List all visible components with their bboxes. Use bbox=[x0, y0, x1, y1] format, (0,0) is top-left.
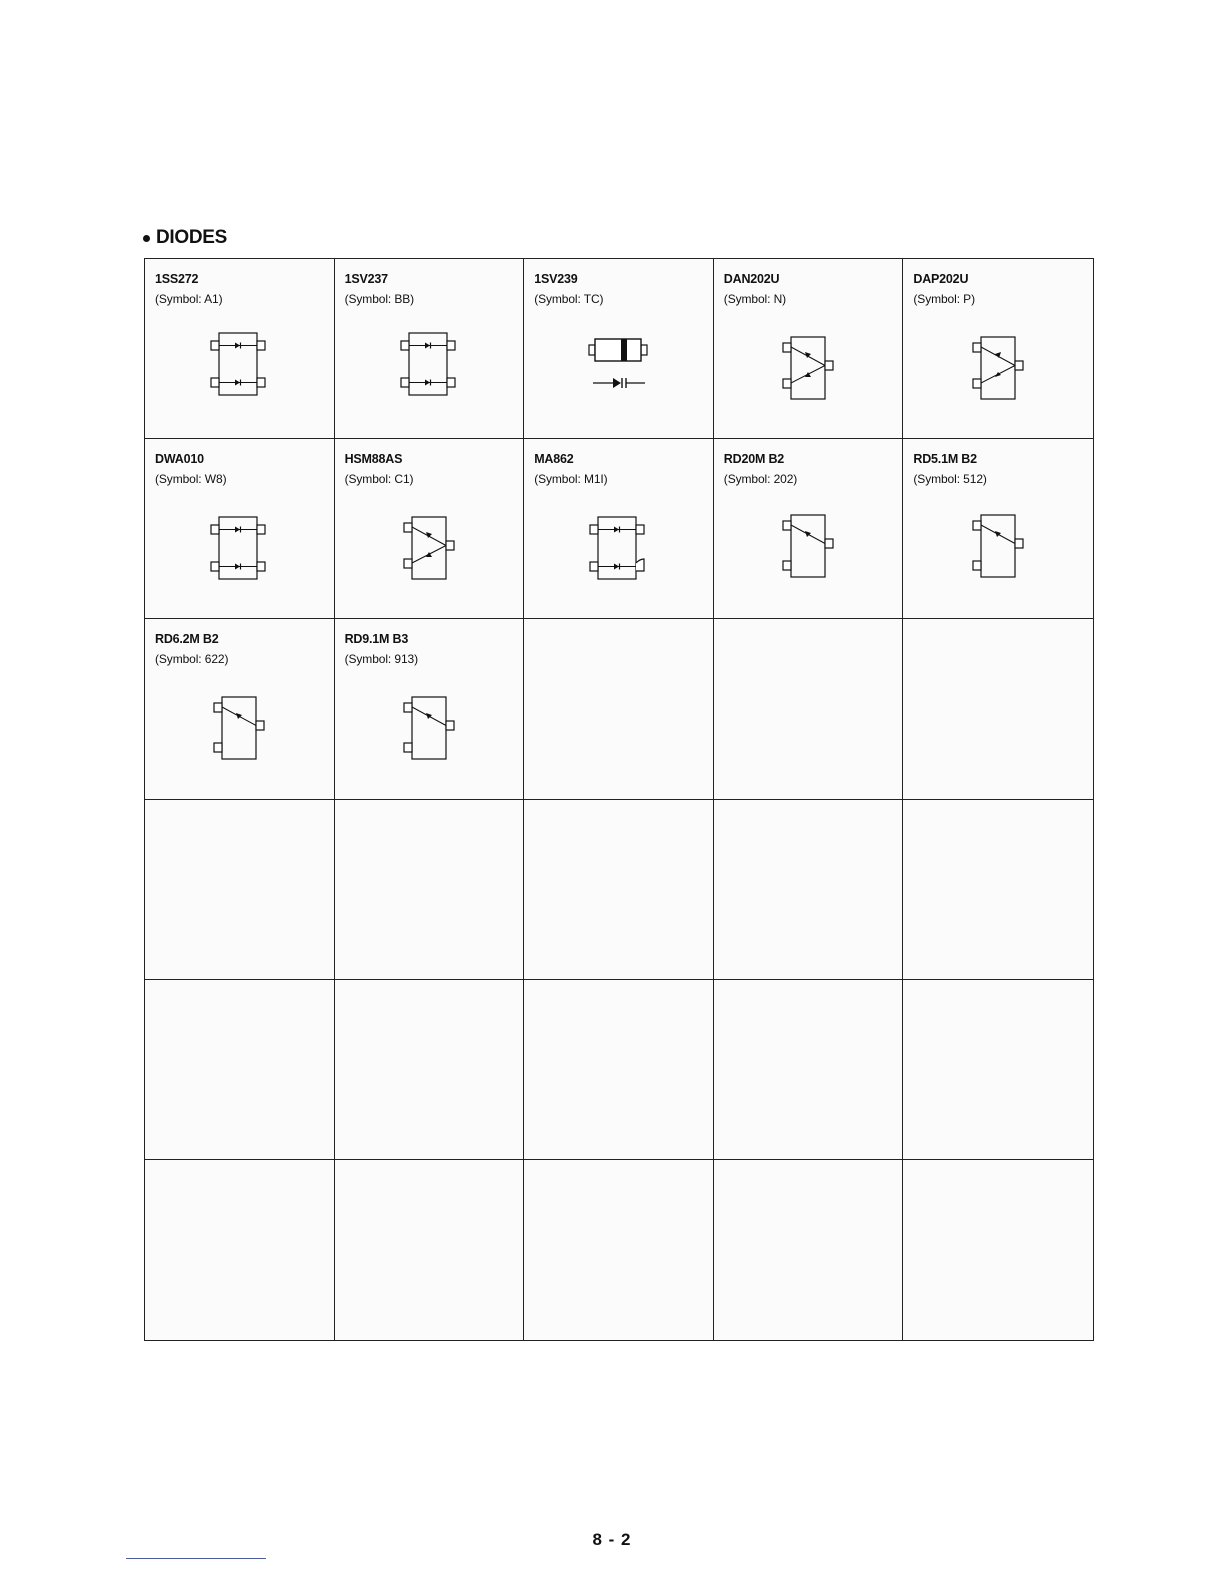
diode-cell bbox=[335, 439, 525, 619]
diode-cell bbox=[714, 439, 904, 619]
diode-cell bbox=[145, 439, 335, 619]
dual-diode-3pin-icon bbox=[963, 331, 1033, 401]
empty-cell bbox=[145, 980, 335, 1160]
part-symbol: (Symbol: BB) bbox=[344, 292, 415, 306]
part-name: DWA010 bbox=[155, 452, 204, 467]
dual-diode-4pin-icon bbox=[204, 331, 274, 401]
empty-cell bbox=[335, 800, 525, 980]
part-symbol: (Symbol: 913) bbox=[344, 652, 418, 667]
part-symbol: (Symbol: A1) bbox=[155, 292, 223, 306]
part-symbol: (Symbol: C1) bbox=[344, 472, 414, 487]
part-name: DAN202U bbox=[723, 272, 780, 286]
section-heading bbox=[143, 227, 227, 249]
empty-cell bbox=[714, 619, 904, 799]
empty-cell bbox=[903, 800, 1093, 980]
empty-cell bbox=[714, 800, 904, 980]
empty-cell bbox=[335, 1160, 525, 1340]
2pin-diode-package-icon bbox=[583, 331, 653, 401]
bullet-icon bbox=[143, 235, 150, 242]
part-symbol: (Symbol: 512) bbox=[913, 472, 987, 487]
part-name: RD6.2M B2 bbox=[155, 632, 219, 647]
part-name: RD20M B2 bbox=[723, 452, 785, 467]
empty-cell bbox=[903, 1160, 1093, 1340]
empty-cell bbox=[714, 1160, 904, 1340]
diode-cell bbox=[903, 259, 1093, 439]
part-symbol: (Symbol: M1I) bbox=[534, 472, 608, 487]
part-symbol: (Symbol: N) bbox=[723, 292, 787, 306]
part-symbol: (Symbol: 622) bbox=[155, 652, 229, 667]
footer-rule bbox=[126, 1558, 266, 1559]
empty-cell bbox=[524, 800, 714, 980]
diode-cell bbox=[524, 439, 714, 619]
dual-diode-3pin-icon bbox=[394, 511, 464, 581]
single-diode-3pin-icon bbox=[773, 511, 843, 581]
part-name: 1SV237 bbox=[344, 272, 388, 286]
part-name: 1SS272 bbox=[155, 272, 199, 286]
single-diode-3pin-icon bbox=[394, 691, 464, 761]
empty-cell bbox=[145, 1160, 335, 1340]
part-symbol: (Symbol: P) bbox=[913, 292, 975, 306]
diode-cell bbox=[145, 259, 335, 439]
single-diode-3pin-icon bbox=[204, 691, 274, 761]
empty-cell bbox=[903, 980, 1093, 1160]
dual-diode-4pin-icon bbox=[204, 511, 274, 581]
part-symbol: (Symbol: TC) bbox=[534, 292, 604, 306]
dual-diode-4pin-notched-icon bbox=[583, 511, 653, 581]
diode-cell bbox=[903, 439, 1093, 619]
part-name: RD5.1M B2 bbox=[913, 452, 977, 467]
diode-cell bbox=[335, 619, 525, 799]
diode-cell bbox=[714, 259, 904, 439]
page-number: 8 - 2 bbox=[592, 1530, 632, 1549]
empty-cell bbox=[524, 1160, 714, 1340]
dual-diode-4pin-icon bbox=[394, 331, 464, 401]
empty-cell bbox=[145, 800, 335, 980]
diode-cell bbox=[524, 259, 714, 439]
single-diode-3pin-icon bbox=[963, 511, 1033, 581]
empty-cell bbox=[903, 619, 1093, 799]
empty-cell bbox=[335, 980, 525, 1160]
empty-cell bbox=[524, 980, 714, 1160]
diode-cell bbox=[145, 619, 335, 799]
part-name: DAP202U bbox=[913, 272, 969, 286]
section-title: DIODES bbox=[156, 227, 228, 248]
part-name: RD9.1M B3 bbox=[344, 632, 409, 647]
part-name: 1SV239 bbox=[534, 272, 578, 286]
part-symbol: (Symbol: 202) bbox=[723, 472, 798, 487]
part-name: HSM88AS bbox=[344, 452, 403, 467]
diode-table bbox=[144, 258, 1094, 1341]
empty-cell bbox=[524, 619, 714, 799]
empty-cell bbox=[714, 980, 904, 1160]
diode-cell bbox=[335, 259, 525, 439]
part-symbol: (Symbol: W8) bbox=[155, 472, 227, 487]
part-name: MA862 bbox=[534, 452, 574, 467]
dual-diode-3pin-icon bbox=[773, 331, 843, 401]
